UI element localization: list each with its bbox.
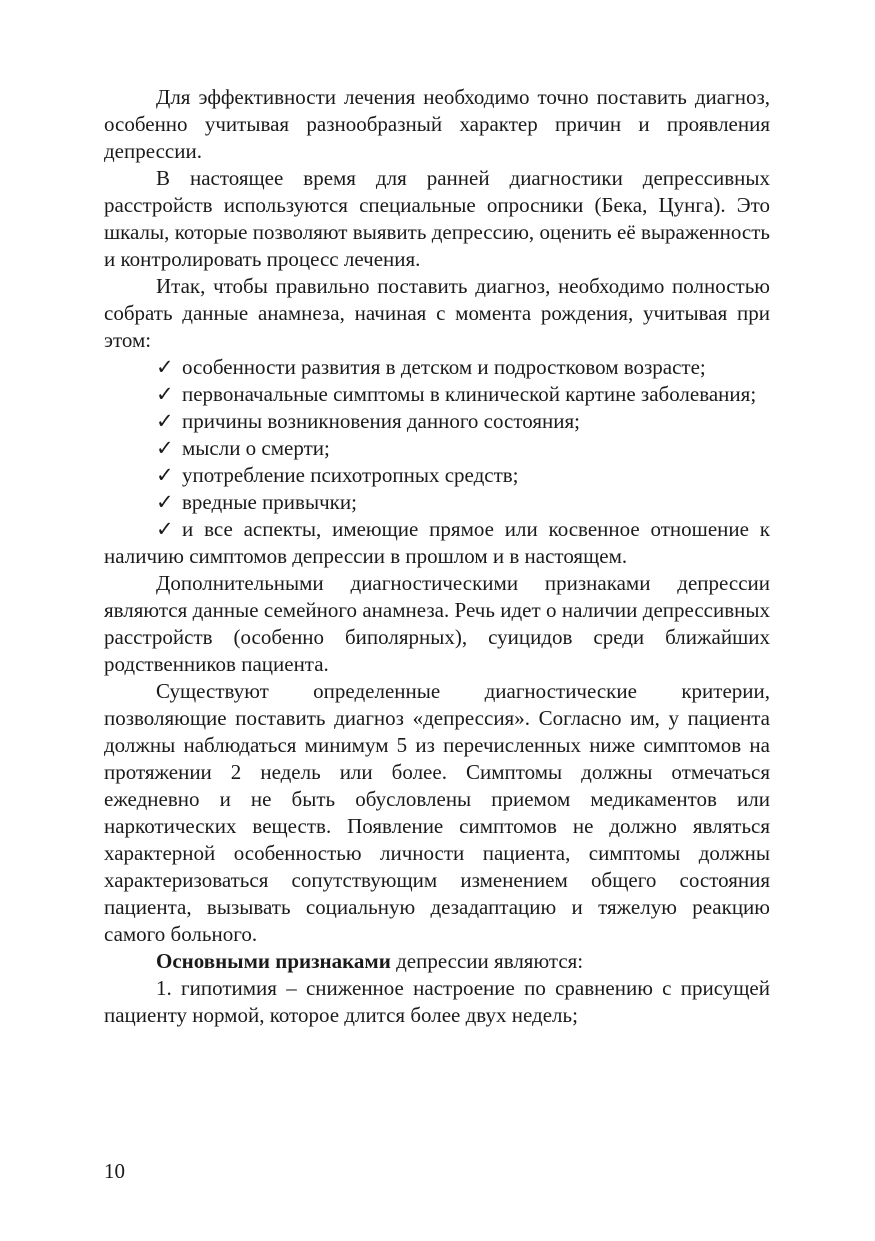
checklist-item <box>104 354 770 381</box>
main-signs-bold: Основными признаками <box>156 949 391 973</box>
checklist-item <box>104 435 770 462</box>
paragraph-family-history: Дополнительными диагностическими признаками депрессии являются данные семейного анамнеза. Речь идет о наличии депрессивных расстройств (особенно биполярных), суицидов среди ближайших родственников пациента. <box>104 571 770 676</box>
checkmark-icon: ✓ <box>156 382 174 406</box>
checkmark-icon: ✓ <box>156 463 174 487</box>
page-content <box>104 84 770 1029</box>
checklist-item <box>104 489 770 516</box>
main-signs-rest: депрессии являются: <box>390 949 584 973</box>
numbered-item-hypothymia: 1. гипотимия – сниженное настроение по сравнению с присущей пациенту нормой, которое длится более двух недель; <box>104 976 770 1027</box>
checklist-item-text: вредные привычки; <box>182 490 357 514</box>
checklist-item <box>104 462 770 489</box>
paragraph-main-signs <box>104 948 770 975</box>
checkmark-icon: ✓ <box>156 409 174 433</box>
paragraph-questionnaires: В настоящее время для ранней диагностики депрессивных расстройств используются специальные опросники (Бека, Цунга). Это шкалы, которые позволяют выявить депрессию, оценить её выраженность и контролировать процесс лечения. <box>104 166 770 271</box>
checklist-item-text: и все аспекты, имеющие прямое или косвенное отношение к наличию симптомов депрессии в прошлом и в настоящем. <box>104 517 770 568</box>
checklist-item-text: особенности развития в детском и подростковом возрасте; <box>182 355 706 379</box>
checkmark-icon: ✓ <box>156 490 174 514</box>
checklist-item-text: мысли о смерти; <box>182 436 330 460</box>
checklist-item <box>104 408 770 435</box>
checklist-item <box>104 516 770 570</box>
checkmark-icon: ✓ <box>156 436 174 460</box>
checkmark-icon: ✓ <box>156 517 174 541</box>
page-number: 10 <box>104 1159 125 1183</box>
paragraph-diagnosis-intro: Для эффективности лечения необходимо точно поставить диагноз, особенно учитывая разнообразный характер причин и проявления депрессии. <box>104 85 770 163</box>
paragraph-diagnostic-criteria: Существуют определенные диагностические критерии, позволяющие поставить диагноз «депрессия». Согласно им, у пациента должны наблюдаться минимум 5 из перечисленных ниже симптомов на протяжении 2 недель или более. Симптомы должны отмечаться ежедневно и не быть обусловлены приемом медикаментов или наркотических веществ. Появление симптомов не должно являться характерной особенностью личности пациента, симптомы должны характеризоваться сопутствующим изменением общего состояния пациента, вызывать социальную дезадаптацию и тяжелую реакцию самого больного. <box>104 679 770 946</box>
paragraph-anamnesis: Итак, чтобы правильно поставить диагноз, необходимо полностью собрать данные анамнеза, начиная с момента рождения, учитывая при этом: <box>104 274 770 352</box>
checklist-item-text: первоначальные симптомы в клинической картине заболевания; <box>182 382 757 406</box>
checklist-item-text: употребление психотропных средств; <box>182 463 519 487</box>
checkmark-icon: ✓ <box>156 355 174 379</box>
checklist-item-text: причины возникновения данного состояния; <box>182 409 580 433</box>
checklist-item <box>104 381 770 408</box>
